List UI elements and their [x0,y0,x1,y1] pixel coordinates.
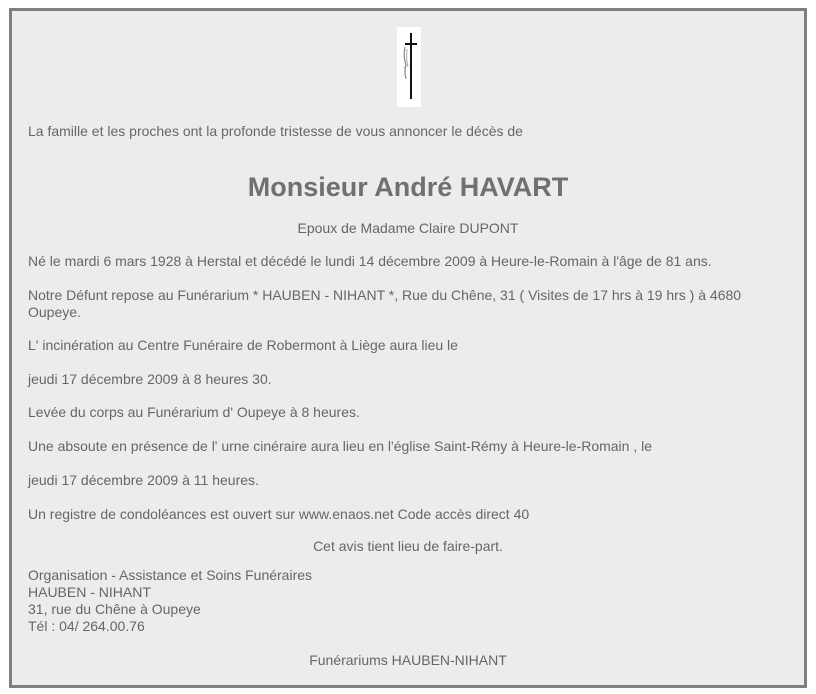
organisation-phone: Tél : 04/ 264.00.76 [28,618,145,634]
birth-death-text: Né le mardi 6 mars 1928 à Herstal et décédé le lundi 14 décembre 2009 à Heure-le-Romain à l'âge de 81 ans. [28,253,712,269]
deceased-name: Monsieur André HAVART [247,172,569,202]
notice-text: Cet avis tient lieu de faire-part. [313,538,503,554]
organisation-address: 31, rue du Chêne à Oupeye [28,601,201,617]
rest-place-text: Notre Défunt repose au Funérarium * HAUBEN - NIHANT *, Rue du Chêne, 31 ( Visites de 17 hrs à 19 hrs ) à 4680 Oupeye. [28,287,742,320]
absolution-text: Une absoute en présence de l' urne cinéraire aura lieu en l'église Saint-Rémy à Heure-le-Romain , le [28,438,653,454]
incineration-date: jeudi 17 décembre 2009 à 8 heures 30. [28,371,272,387]
cross-icon [397,27,421,107]
body-lifting-text: Levée du corps au Funérarium d' Oupeye à 8 heures. [28,404,360,420]
organisation-name: HAUBEN - NIHANT [28,584,151,600]
condolences-text: Un registre de condoléances est ouvert sur www.enaos.net Code accès direct 40 [28,506,530,522]
organisation-line: Organisation - Assistance et Soins Funéraires [28,567,313,583]
incineration-text: L' incinération au Centre Funéraire de Robermont à Liège aura lieu le [28,337,458,353]
obituary-frame [9,8,807,688]
intro-text: La famille et les proches ont la profonde tristesse de vous annoncer le décès de [28,123,523,139]
absolution-date: jeudi 17 décembre 2009 à 11 heures. [28,472,259,488]
spouse-line: Epoux de Madame Claire DUPONT [297,220,519,236]
organisation-block [28,567,312,635]
cross-image [397,27,421,107]
footer-text: Funérariums HAUBEN-NIHANT [309,652,507,668]
